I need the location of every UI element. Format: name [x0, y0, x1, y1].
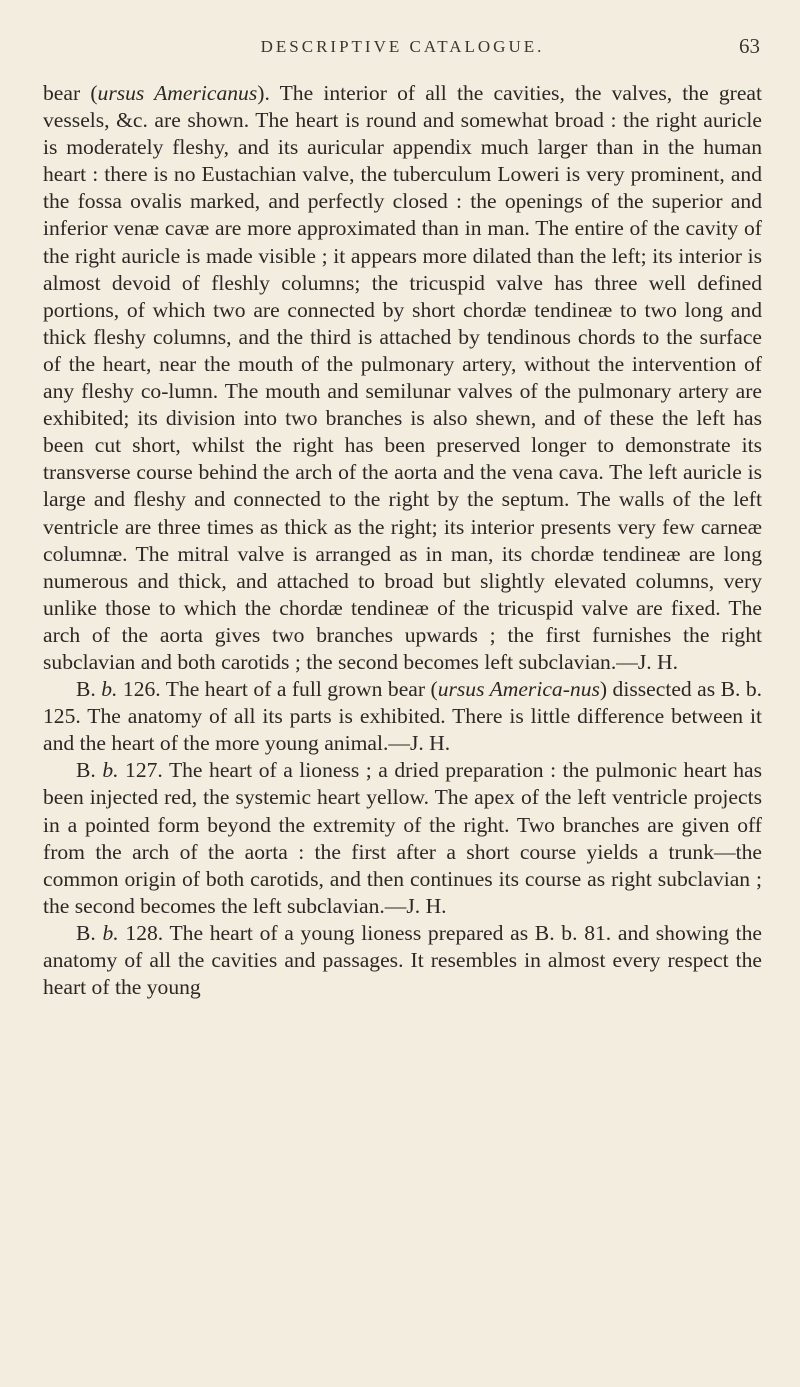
catalogue-entry-126	[43, 676, 762, 757]
paragraph-lead: bear (	[43, 81, 98, 105]
paragraph-lead: The heart of a young lioness prepared as B. b. 81. and showing the anatomy of all the cavities and passages. It resembles in almost every respect the heart of the young	[43, 920, 763, 1000]
species-name: ursus Americanus	[97, 81, 258, 105]
paragraph-continuation	[43, 80, 762, 676]
catalogue-entry-128	[43, 920, 762, 1001]
entry-ref-prefix: B.	[76, 677, 102, 702]
body-text	[43, 80, 762, 1001]
entry-ref-letter: b.	[102, 920, 119, 945]
page-number: 63	[739, 34, 760, 58]
entry-ref-prefix: B.	[76, 920, 103, 945]
entry-ref-number: 128.	[118, 920, 164, 945]
entry-ref-number: 126.	[117, 677, 161, 702]
running-head	[43, 0, 762, 80]
entry-ref-number: 127.	[118, 758, 163, 783]
entry-ref-prefix: B.	[76, 758, 103, 783]
catalogue-entry-127	[43, 757, 762, 920]
entry-ref-letter: b.	[102, 758, 119, 783]
species-name: ursus America-nus	[437, 677, 600, 702]
paragraph-text: ) dissected as B. b. 125. The anatomy of all its parts is exhibited. There is little difference between it and the heart of the more young animal.—J. H.	[43, 677, 763, 756]
paragraph-text: ). The interior of all the cavities, the valves, the great vessels, &c. are shown. The heart is round and somewhat broad : the right auricle is moderately fleshy, and its auricular appendix much larger than in the human heart : there is no Eustachian valve, the tuberculum Loweri is very prominent, and the fossa ovalis marked, and perfectly closed : the openings of the superior and inferior venæ cavæ are more approximated than in man. The entire of the cavity of the right auricle is made visible ; it appears more dilated than the left; its interior is almost devoid of fleshly columns; the tricuspid valve has three well defined portions, of which two are connected by short chordæ tendineæ to two long and thick fleshy columns, and the third is attached by tendinous chords to the surface of the heart, near the mouth of the pulmonary artery, without the intervention of any fleshy co-lumn. The mouth and semilunar valves of the pulmonary artery are exhibited; its division into two branches is also shewn, and of these the left has been cut short, whilst the right has been preserved longer to demonstrate its transverse course behind the arch of the aorta and the vena cava. The left auricle is large and fleshy and connected to the right by the septum. The walls of the left ventricle are three times as thick as the right; its interior presents very few carneæ columnæ. The mitral valve is arranged as in man, its chordæ tendineæ are long numerous and thick, and attached to broad but slightly elevated columns, very unlike those to which the chordæ tendineæ of the tricuspid valve are fixed. The arch of the aorta gives two branches upwards ; the first furnishes the right subclavian and both carotids ; the second becomes left subclavian.—J. H.	[43, 81, 762, 674]
paragraph-lead: The heart of a lioness ; a dried preparation : the pulmonic heart has been injected red, the systemic heart yellow. The apex of the left ventricle projects in a pointed form beyond the extremity of the right. Two branches are given off from the arch of the aorta : the first after a short course yields a trunk—the common origin of both carotids, and then continues its course as right subclavian ; the second becomes the left subclavian.—J. H.	[43, 758, 763, 918]
entry-ref-letter: b.	[101, 677, 118, 702]
paragraph-lead: The heart of a full grown bear (	[160, 677, 438, 702]
running-title: DESCRIPTIVE CATALOGUE.	[260, 37, 545, 56]
